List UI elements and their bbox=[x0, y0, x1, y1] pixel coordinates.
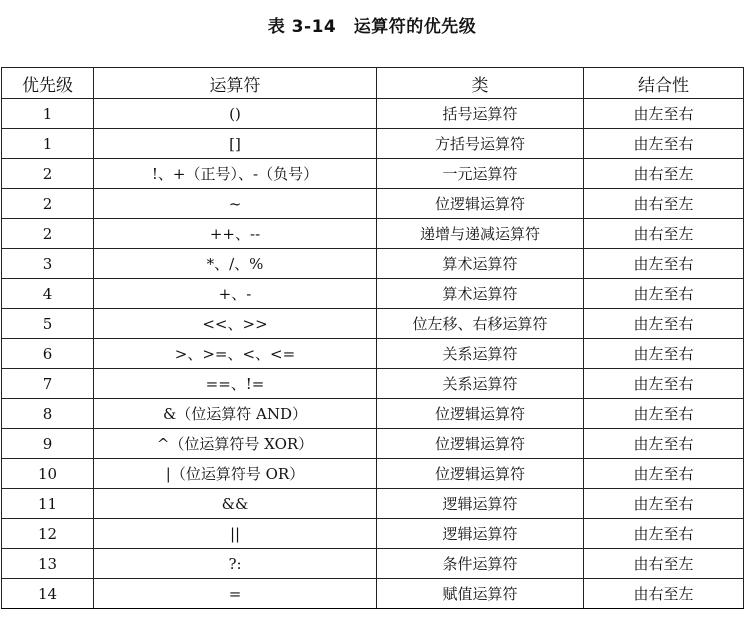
priority-cell: 1 bbox=[2, 129, 94, 159]
table-row bbox=[2, 219, 744, 249]
operator-cell: ++、-- bbox=[94, 219, 377, 249]
priority-cell: 2 bbox=[2, 159, 94, 189]
associativity-cell: 由左至右 bbox=[584, 399, 744, 429]
table-row bbox=[2, 159, 744, 189]
priority-cell: 6 bbox=[2, 339, 94, 369]
operator-cell: || bbox=[94, 519, 377, 549]
associativity-cell: 由左至右 bbox=[584, 279, 744, 309]
priority-cell: 2 bbox=[2, 189, 94, 219]
table-row bbox=[2, 579, 744, 609]
category-cell: 位左移、右移运算符 bbox=[377, 309, 584, 339]
operator-cell: ^（位运算符号 XOR） bbox=[94, 429, 377, 459]
category-cell: 条件运算符 bbox=[377, 549, 584, 579]
associativity-cell: 由左至右 bbox=[584, 369, 744, 399]
table-row bbox=[2, 399, 744, 429]
category-cell: 算术运算符 bbox=[377, 279, 584, 309]
category-cell: 位逻辑运算符 bbox=[377, 399, 584, 429]
operator-precedence-table bbox=[1, 67, 744, 609]
associativity-cell: 由右至左 bbox=[584, 159, 744, 189]
category-cell: 位逻辑运算符 bbox=[377, 459, 584, 489]
associativity-cell: 由左至右 bbox=[584, 519, 744, 549]
category-cell: 方括号运算符 bbox=[377, 129, 584, 159]
priority-cell: 7 bbox=[2, 369, 94, 399]
operator-cell: ==、!= bbox=[94, 369, 377, 399]
associativity-cell: 由右至左 bbox=[584, 189, 744, 219]
table-row bbox=[2, 309, 744, 339]
table-row bbox=[2, 189, 744, 219]
table-row bbox=[2, 549, 744, 579]
table-row bbox=[2, 279, 744, 309]
category-cell: 递增与递减运算符 bbox=[377, 219, 584, 249]
associativity-cell: 由右至左 bbox=[584, 549, 744, 579]
table-row bbox=[2, 459, 744, 489]
table-row bbox=[2, 489, 744, 519]
category-cell: 逻辑运算符 bbox=[377, 489, 584, 519]
priority-cell: 1 bbox=[2, 99, 94, 129]
priority-cell: 2 bbox=[2, 219, 94, 249]
header-operator: 运算符 bbox=[94, 68, 377, 99]
operator-cell: +、- bbox=[94, 279, 377, 309]
operator-cell: &（位运算符 AND） bbox=[94, 399, 377, 429]
priority-cell: 8 bbox=[2, 399, 94, 429]
priority-cell: 11 bbox=[2, 489, 94, 519]
header-category: 类 bbox=[377, 68, 584, 99]
operator-cell: && bbox=[94, 489, 377, 519]
associativity-cell: 由左至右 bbox=[584, 129, 744, 159]
category-cell: 关系运算符 bbox=[377, 369, 584, 399]
associativity-cell: 由左至右 bbox=[584, 429, 744, 459]
table-row bbox=[2, 519, 744, 549]
priority-cell: 14 bbox=[2, 579, 94, 609]
associativity-cell: 由左至右 bbox=[584, 489, 744, 519]
operator-cell: ~ bbox=[94, 189, 377, 219]
operator-cell: *、/、% bbox=[94, 249, 377, 279]
table-row bbox=[2, 249, 744, 279]
priority-cell: 5 bbox=[2, 309, 94, 339]
header-row bbox=[2, 68, 744, 99]
category-cell: 关系运算符 bbox=[377, 339, 584, 369]
associativity-cell: 由左至右 bbox=[584, 249, 744, 279]
associativity-cell: 由左至右 bbox=[584, 99, 744, 129]
category-cell: 括号运算符 bbox=[377, 99, 584, 129]
priority-cell: 9 bbox=[2, 429, 94, 459]
associativity-cell: 由右至左 bbox=[584, 579, 744, 609]
header-associativity: 结合性 bbox=[584, 68, 744, 99]
associativity-cell: 由左至右 bbox=[584, 339, 744, 369]
priority-cell: 10 bbox=[2, 459, 94, 489]
category-cell: 位逻辑运算符 bbox=[377, 189, 584, 219]
category-cell: 赋值运算符 bbox=[377, 579, 584, 609]
operator-cell: >、>=、<、<= bbox=[94, 339, 377, 369]
priority-cell: 12 bbox=[2, 519, 94, 549]
operator-cell: = bbox=[94, 579, 377, 609]
table-body bbox=[2, 99, 744, 609]
header-priority: 优先级 bbox=[2, 68, 94, 99]
operator-cell: ?: bbox=[94, 549, 377, 579]
priority-cell: 4 bbox=[2, 279, 94, 309]
category-cell: 一元运算符 bbox=[377, 159, 584, 189]
table-caption: 表 3-14 运算符的优先级 bbox=[267, 17, 477, 37]
associativity-cell: 由左至右 bbox=[584, 309, 744, 339]
table-row bbox=[2, 129, 744, 159]
operator-cell: () bbox=[94, 99, 377, 129]
operator-cell: |（位运算符号 OR） bbox=[94, 459, 377, 489]
table-row bbox=[2, 369, 744, 399]
category-cell: 逻辑运算符 bbox=[377, 519, 584, 549]
category-cell: 算术运算符 bbox=[377, 249, 584, 279]
operator-cell: !、+（正号）、-（负号） bbox=[94, 159, 377, 189]
associativity-cell: 由右至左 bbox=[584, 219, 744, 249]
table-row bbox=[2, 429, 744, 459]
table-row bbox=[2, 99, 744, 129]
operator-cell: [] bbox=[94, 129, 377, 159]
priority-cell: 3 bbox=[2, 249, 94, 279]
category-cell: 位逻辑运算符 bbox=[377, 429, 584, 459]
priority-cell: 13 bbox=[2, 549, 94, 579]
operator-cell: <<、>> bbox=[94, 309, 377, 339]
associativity-cell: 由左至右 bbox=[584, 459, 744, 489]
table-row bbox=[2, 339, 744, 369]
